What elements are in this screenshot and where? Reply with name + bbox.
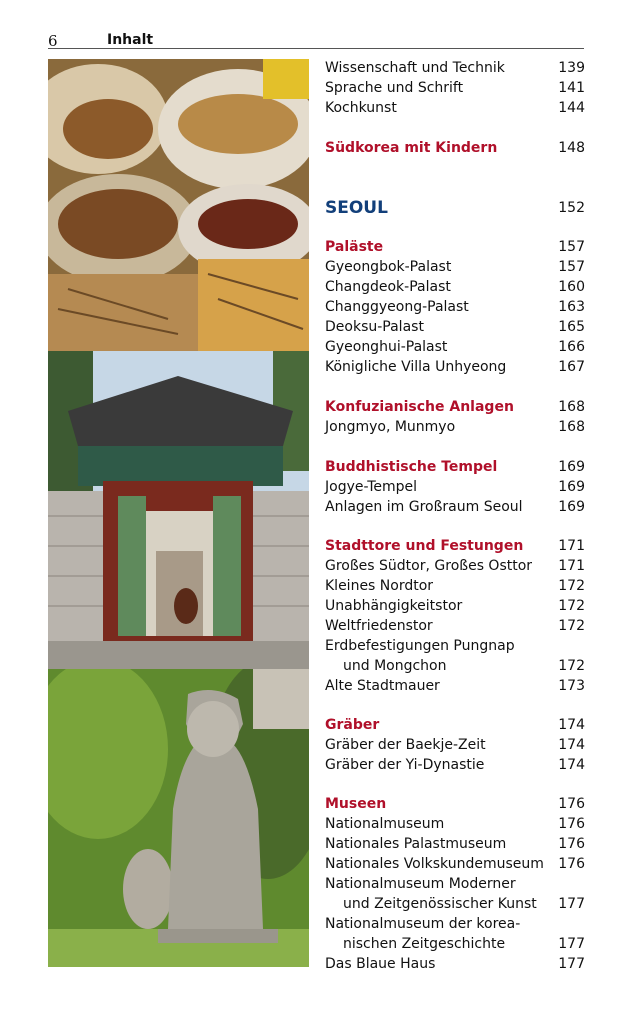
toc-entry-title: Gräber der Yi-Dynastie — [325, 757, 485, 773]
toc-entry-page: 177 — [558, 896, 585, 912]
toc-entry — [325, 616, 585, 636]
toc-entry — [325, 78, 585, 98]
toc-entry-title: und Mongchon — [343, 658, 447, 674]
toc-entry — [325, 914, 585, 934]
toc-entry-page: 172 — [558, 658, 585, 674]
toc-entry-page: 163 — [558, 299, 585, 315]
toc-entry-title: Sprache und Schrift — [325, 80, 464, 96]
page-number: 6 — [48, 32, 58, 50]
toc-entry — [325, 237, 585, 257]
toc-entry-title: Changgyeong-Palast — [325, 299, 469, 315]
toc-entry — [325, 814, 585, 834]
toc-entry-page: 168 — [558, 419, 585, 435]
toc-entry-page: 176 — [558, 836, 585, 852]
toc-entry-page: 173 — [558, 678, 585, 694]
toc-entry — [325, 954, 585, 974]
photo-column — [48, 59, 309, 967]
toc-entry — [325, 98, 585, 118]
toc-entry-page: 144 — [558, 100, 585, 116]
toc-entry — [325, 656, 585, 676]
toc-entry — [325, 277, 585, 297]
toc-entry — [325, 477, 585, 497]
toc-entry — [325, 536, 585, 556]
toc-entry — [325, 794, 585, 814]
toc-entry-title: Kleines Nordtor — [325, 578, 434, 594]
toc-entry-title: Nationalmuseum Moderner — [325, 876, 516, 892]
toc-entry-title: Königliche Villa Unhyeong — [325, 359, 507, 375]
toc-entry-page: 174 — [558, 717, 585, 733]
toc-entry-title: Buddhistische Tempel — [325, 459, 498, 475]
toc-entry-page: 165 — [558, 319, 585, 335]
toc-entry-title: Kochkunst — [325, 100, 397, 116]
toc-entry — [325, 417, 585, 437]
toc-entry-page: 160 — [558, 279, 585, 295]
toc-entry-title: Stadttore und Festungen — [325, 538, 524, 554]
toc-entry-page: 148 — [558, 140, 585, 156]
toc-entry-title: SEOUL — [325, 198, 388, 218]
toc-entry-title: Südkorea mit Kindern — [325, 140, 498, 156]
toc-entry-title: Erdbefestigungen Pungnap — [325, 638, 515, 654]
toc-entry — [325, 297, 585, 317]
toc-entry-title: Changdeok-Palast — [325, 279, 451, 295]
toc-entry-title: Jogye-Tempel — [325, 479, 418, 495]
toc-entry — [325, 715, 585, 735]
toc-entry — [325, 138, 585, 158]
toc-entry — [325, 874, 585, 894]
toc-entry-page: 176 — [558, 796, 585, 812]
toc-entry-title: Jongmyo, Munmyo — [325, 419, 456, 435]
toc-entry-title: Nationales Volkskundemuseum — [325, 856, 544, 872]
toc-entry-title: Gräber der Baekje-Zeit — [325, 737, 486, 753]
photo-stone-statue — [48, 669, 309, 967]
toc-entry-page: 172 — [558, 618, 585, 634]
page-header — [48, 30, 584, 49]
toc-entry-title: Weltfriedenstor — [325, 618, 433, 634]
toc-entry — [325, 854, 585, 874]
toc-entry — [325, 636, 585, 656]
toc-entry-title: Alte Stadtmauer — [325, 678, 440, 694]
toc-entry-page: 171 — [558, 538, 585, 554]
photo-palace-gate — [48, 351, 309, 669]
toc-entry — [325, 735, 585, 755]
toc-entry-title: Anlagen im Großraum Seoul — [325, 499, 523, 515]
toc-entry — [325, 894, 585, 914]
toc-entry-page: 174 — [558, 737, 585, 753]
toc-entry — [325, 457, 585, 477]
toc-entry-title: nischen Zeitgeschichte — [343, 936, 506, 952]
toc-entry-page: 177 — [558, 936, 585, 952]
toc-entry-title: Das Blaue Haus — [325, 956, 436, 972]
toc-entry — [325, 194, 585, 222]
toc-entry-title: Wissenschaft und Technik — [325, 60, 505, 76]
toc-entry — [325, 676, 585, 696]
toc-entry-title: Nationales Palastmuseum — [325, 836, 507, 852]
toc-entry-title: Unabhängigkeitstor — [325, 598, 463, 614]
toc-entry-page: 174 — [558, 757, 585, 773]
toc-entry-page: 157 — [558, 239, 585, 255]
toc-entry-title: Museen — [325, 796, 387, 812]
toc-entry — [325, 397, 585, 417]
toc-entry-title: Gyeongbok-Palast — [325, 259, 452, 275]
toc-entry — [325, 337, 585, 357]
toc-entry — [325, 834, 585, 854]
toc-entry — [325, 755, 585, 775]
toc-entry-page: 167 — [558, 359, 585, 375]
toc-entry-title: und Zeitgenössischer Kunst — [343, 896, 537, 912]
toc-entry — [325, 556, 585, 576]
toc-entry-page: 169 — [558, 499, 585, 515]
toc-entry-title: Gräber — [325, 717, 380, 733]
toc-entry-page: 172 — [558, 598, 585, 614]
toc-entry-title: Deoksu-Palast — [325, 319, 424, 335]
toc-entry-page: 176 — [558, 856, 585, 872]
toc-entry-page: 168 — [558, 399, 585, 415]
toc-entry-title: Großes Südtor, Großes Osttor — [325, 558, 533, 574]
toc-entry — [325, 317, 585, 337]
toc-entry-title: Nationalmuseum — [325, 816, 445, 832]
toc-entry — [325, 576, 585, 596]
section-title: Inhalt — [107, 32, 154, 48]
toc-entry-title: Gyeonghui-Palast — [325, 339, 448, 355]
toc-entry-page: 139 — [558, 60, 585, 76]
toc-entry-title: Paläste — [325, 239, 384, 255]
toc-entry — [325, 497, 585, 517]
toc-entry-page: 152 — [558, 200, 585, 216]
toc-entry-page: 141 — [558, 80, 585, 96]
toc-entry-page: 169 — [558, 459, 585, 475]
toc-entry — [325, 357, 585, 377]
photo-herbal-roots — [48, 59, 309, 351]
toc-entry-page: 169 — [558, 479, 585, 495]
toc-entry-page: 171 — [558, 558, 585, 574]
toc-entry-page: 176 — [558, 816, 585, 832]
toc-entry-page: 177 — [558, 956, 585, 972]
toc-entry-page: 172 — [558, 578, 585, 594]
toc-entry-title: Nationalmuseum der korea- — [325, 916, 521, 932]
toc-entry — [325, 257, 585, 277]
toc-entry — [325, 58, 585, 78]
toc-entry — [325, 596, 585, 616]
toc-entry-title: Konfuzianische Anlagen — [325, 399, 514, 415]
toc-entry-page: 166 — [558, 339, 585, 355]
toc-entry — [325, 934, 585, 954]
toc-entry-page: 157 — [558, 259, 585, 275]
